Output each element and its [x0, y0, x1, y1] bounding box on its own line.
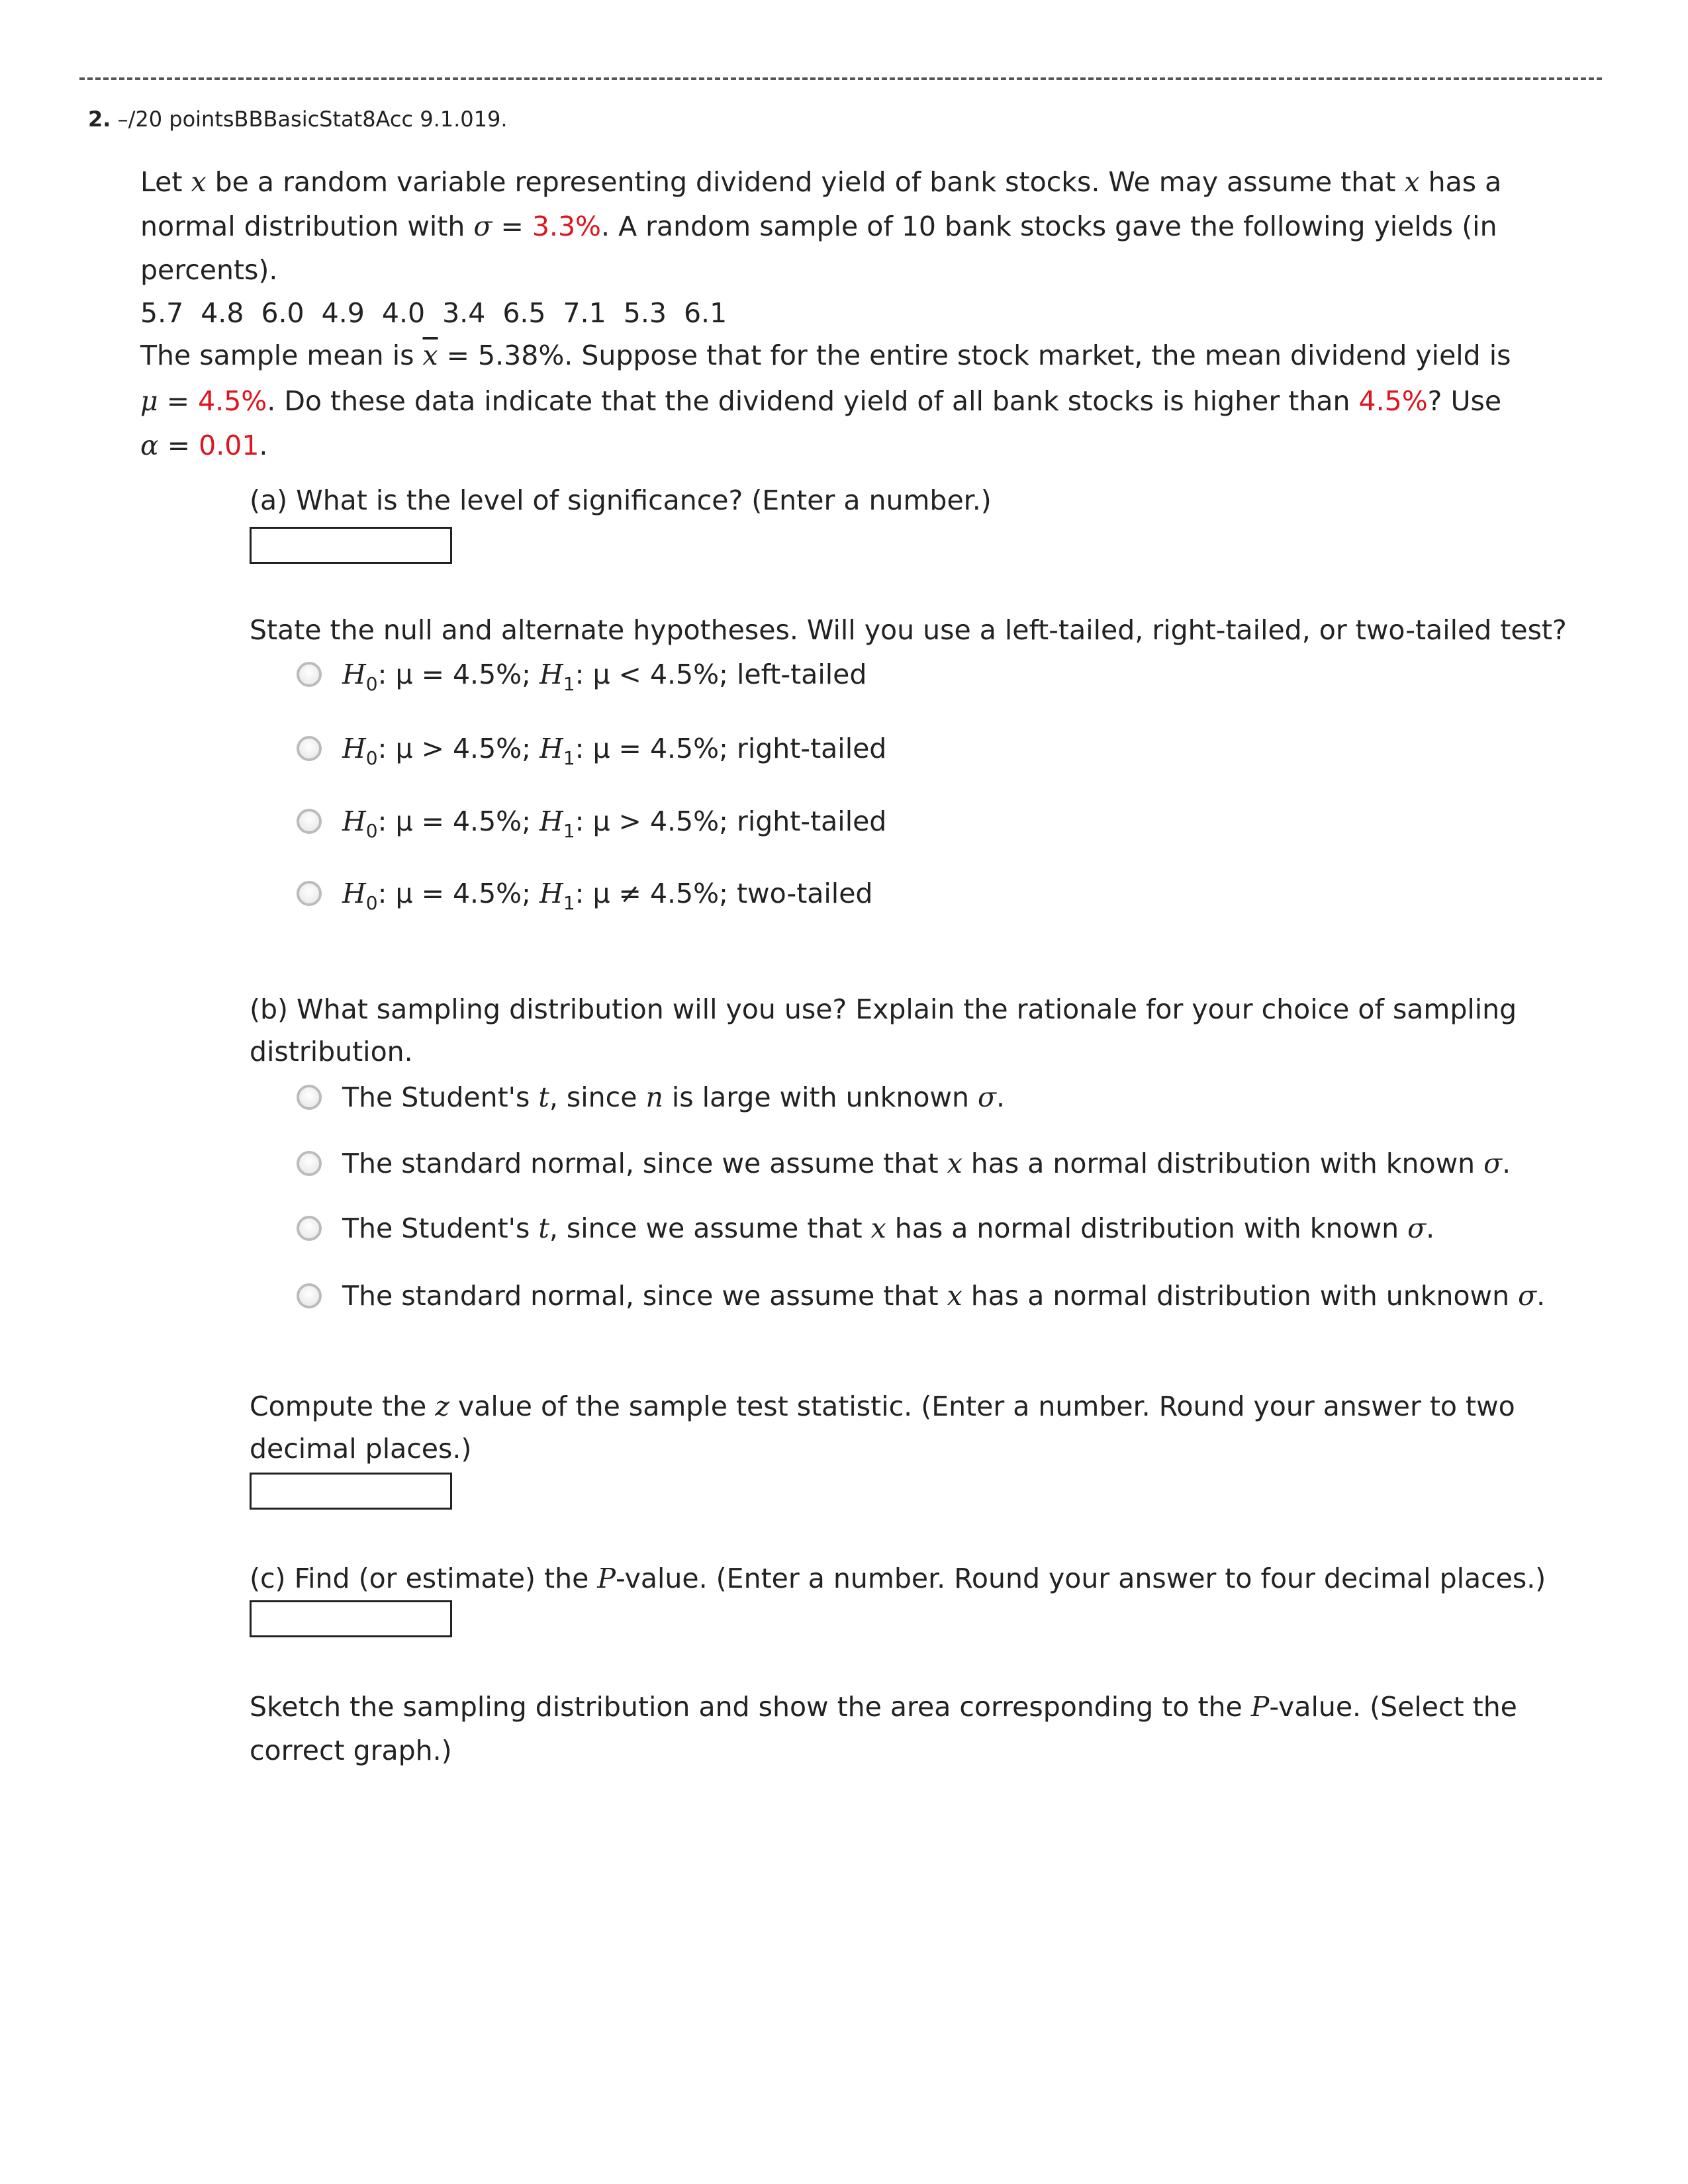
significance-input[interactable]	[250, 527, 452, 564]
intro-line-7: α = 0.01.	[140, 430, 268, 461]
distribution-option-2: The standard normal, since we assume that x has a normal distribution with known σ.	[342, 1148, 1511, 1179]
distribution-radio-2[interactable]	[297, 1151, 322, 1176]
separator	[79, 77, 1602, 80]
z-question: Compute the z value of the sample test statistic. (Enter a number. Round your answer to two	[250, 1390, 1515, 1422]
question-number: 2.	[88, 107, 111, 132]
question-header	[88, 106, 508, 132]
sketch-question-2: correct graph.)	[250, 1735, 452, 1766]
hypothesis-radio-2[interactable]	[297, 736, 322, 761]
intro-line-3: percents).	[140, 254, 278, 286]
part-c-question: (c) Find (or estimate) the P-value. (Enter a number. Round your answer to four decimal places.)	[250, 1563, 1546, 1594]
distribution-option-3: The Student's t, since we assume that x has a normal distribution with known σ.	[342, 1212, 1435, 1244]
z-question-2: decimal places.)	[250, 1433, 472, 1465]
intro-line-6: μ = 4.5%. Do these data indicate that the dividend yield of all bank stocks is higher than 4.5%? Use	[140, 385, 1502, 417]
intro-line-1: Let x be a random variable representing dividend yield of bank stocks. We may assume that x has a	[140, 166, 1502, 198]
hypothesis-radio-1[interactable]	[297, 662, 322, 687]
distribution-radio-4[interactable]	[297, 1283, 322, 1308]
sketch-question: Sketch the sampling distribution and show the area corresponding to the P-value. (Select the	[250, 1691, 1517, 1723]
hypothesis-radio-3[interactable]	[297, 809, 322, 834]
hypotheses-question: State the null and alternate hypotheses. Will you use a left-tailed, right-tailed, or two-tailed test?	[250, 614, 1567, 646]
intro-line-5: The sample mean is $\overline{x} = 5.38\%$. Suppose that for the entire stock market, the mean dividend yield is	[140, 340, 1511, 371]
hypothesis-option-4: $H_0$: μ = 4.5%; $H_1$: μ ≠ 4.5%; two-tailed	[342, 878, 873, 914]
question-code: BBBasicStat8Acc 9.1.019.	[234, 107, 508, 132]
hypothesis-radio-4[interactable]	[297, 881, 322, 906]
part-a-question: (a) What is the level of significance? (Enter a number.)	[250, 484, 992, 516]
part-b-question: (b) What sampling distribution will you use? Explain the rationale for your choice of sampling	[250, 993, 1517, 1025]
hypothesis-option-2: $H_0$: μ > 4.5%; $H_1$: μ = 4.5%; right-tailed	[342, 733, 887, 769]
intro-line-2: normal distribution with σ = 3.3%. A random sample of 10 bank stocks gave the following yields (in	[140, 210, 1497, 242]
distribution-radio-3[interactable]	[297, 1216, 322, 1241]
p-value-input[interactable]	[250, 1600, 452, 1637]
distribution-radio-1[interactable]	[297, 1085, 322, 1110]
part-b-question-2: distribution.	[250, 1036, 413, 1068]
distribution-option-4: The standard normal, since we assume that x has a normal distribution with unknown σ.	[342, 1280, 1546, 1312]
hypothesis-option-3: $H_0$: μ = 4.5%; $H_1$: μ > 4.5%; right-tailed	[342, 805, 887, 842]
distribution-option-1: The Student's t, since n is large with unknown σ.	[342, 1081, 1006, 1113]
z-value-input[interactable]	[250, 1473, 452, 1510]
points: –/20 points	[117, 107, 234, 132]
sample-data: 5.7 4.8 6.0 4.9 4.0 3.4 6.5 7.1 5.3 6.1	[140, 297, 727, 329]
hypothesis-option-1: $H_0$: μ = 4.5%; $H_1$: μ < 4.5%; left-tailed	[342, 659, 867, 695]
